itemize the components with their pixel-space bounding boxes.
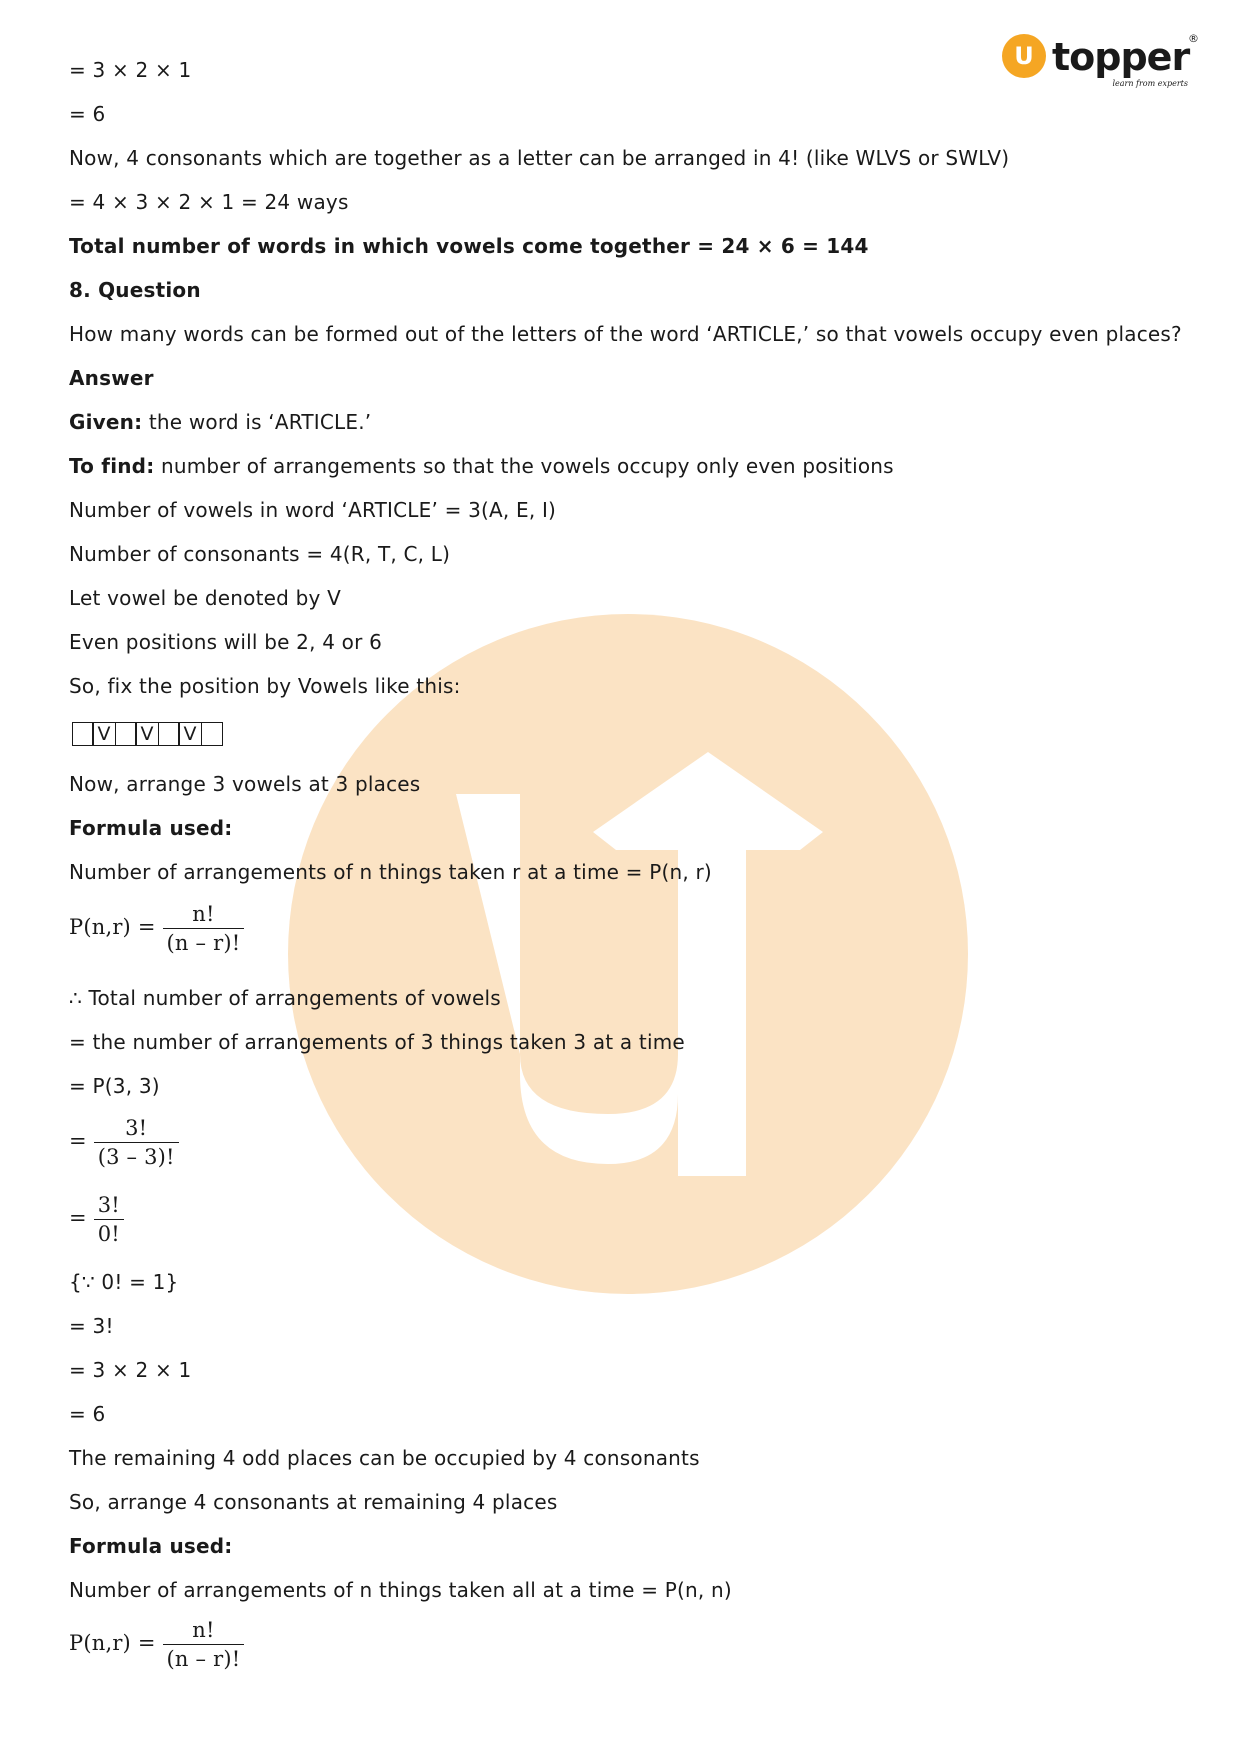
fraction	[163, 902, 245, 955]
text-line: Number of arrangements of n things taken all at a time = P(n, n)	[69, 1578, 732, 1602]
watermark-logo	[288, 614, 968, 1294]
text-line: = 4 × 3 × 2 × 1 = 24 ways	[69, 190, 349, 214]
position-box: V	[92, 722, 116, 746]
text-line: Number of arrangements of n things taken r at a time = P(n, r)	[69, 860, 712, 884]
text-line: = 6	[69, 102, 106, 126]
position-box	[115, 722, 137, 746]
fraction	[163, 1618, 245, 1671]
position-box	[72, 722, 94, 746]
to-find-label: To find:	[69, 454, 155, 478]
given-text: the word is ‘ARTICLE.’	[142, 410, 372, 434]
fraction	[94, 1116, 179, 1169]
text-line: Let vowel be denoted by V	[69, 586, 341, 610]
text-line: So, fix the position by Vowels like this:	[69, 674, 461, 698]
text-line: Now, arrange 3 vowels at 3 places	[69, 772, 421, 796]
given-line	[69, 408, 371, 436]
denominator: (3 – 3)!	[94, 1142, 179, 1169]
position-box	[201, 722, 223, 746]
text-line: Number of vowels in word ‘ARTICLE’ = 3(A, E, I)	[69, 498, 557, 522]
answer-heading: Answer	[69, 366, 154, 390]
text-line: = 3 × 2 × 1	[69, 1358, 192, 1382]
text-line: {∵ 0! = 1}	[69, 1270, 179, 1294]
denominator: (n – r)!	[163, 928, 245, 955]
position-box: V	[135, 722, 159, 746]
logo-tagline: learn from experts	[1112, 79, 1188, 88]
logo-wordmark: topper	[1052, 35, 1190, 79]
vowel-position-boxes	[73, 722, 223, 746]
numerator: n!	[192, 1618, 215, 1642]
text-line: = 3!	[69, 1314, 114, 1338]
question-text: How many words can be formed out of the letters of the word ‘ARTICLE,’ so that vowels occupy even places?	[69, 322, 1182, 346]
numerator: 3!	[97, 1193, 120, 1217]
formula-heading: Formula used:	[69, 816, 233, 840]
position-box	[158, 722, 180, 746]
given-label: Given:	[69, 410, 143, 434]
question-heading: 8. Question	[69, 278, 201, 302]
text-line: Now, 4 consonants which are together as a letter can be arranged in 4! (like WLVS or SWLV)	[69, 146, 1010, 170]
fraction-step	[69, 1193, 124, 1246]
formula-lhs: P(n,r) =	[69, 915, 156, 939]
topper-logo	[1000, 30, 1199, 92]
text-line: So, arrange 4 consonants at remaining 4 places	[69, 1490, 558, 1514]
denominator: 0!	[94, 1219, 124, 1246]
registered-mark: ®	[1188, 32, 1199, 45]
text-line: = P(3, 3)	[69, 1074, 160, 1098]
fraction-step	[69, 1116, 179, 1169]
numerator: n!	[192, 902, 215, 926]
text-line: = 3 × 2 × 1	[69, 58, 192, 82]
equals-sign: =	[69, 1206, 87, 1230]
logo-letter: U	[1014, 42, 1034, 70]
formula-heading: Formula used:	[69, 1534, 233, 1558]
to-find-line	[69, 452, 894, 480]
position-box: V	[178, 722, 202, 746]
numerator: 3!	[125, 1116, 148, 1140]
text-line: = the number of arrangements of 3 things taken 3 at a time	[69, 1030, 685, 1054]
permutation-formula	[69, 1618, 244, 1671]
equals-sign: =	[69, 1129, 87, 1153]
result-line: Total number of words in which vowels come together = 24 × 6 = 144	[69, 234, 869, 258]
text-line: The remaining 4 odd places can be occupied by 4 consonants	[69, 1446, 700, 1470]
formula-lhs: P(n,r) =	[69, 1631, 156, 1655]
fraction	[94, 1193, 124, 1246]
text-line: Number of consonants = 4(R, T, C, L)	[69, 542, 451, 566]
permutation-formula	[69, 902, 244, 955]
text-line: Even positions will be 2, 4 or 6	[69, 630, 383, 654]
denominator: (n – r)!	[163, 1644, 245, 1671]
text-line: ∴ Total number of arrangements of vowels	[69, 986, 501, 1010]
text-line: = 6	[69, 1402, 106, 1426]
to-find-text: number of arrangements so that the vowels occupy only even positions	[154, 454, 894, 478]
